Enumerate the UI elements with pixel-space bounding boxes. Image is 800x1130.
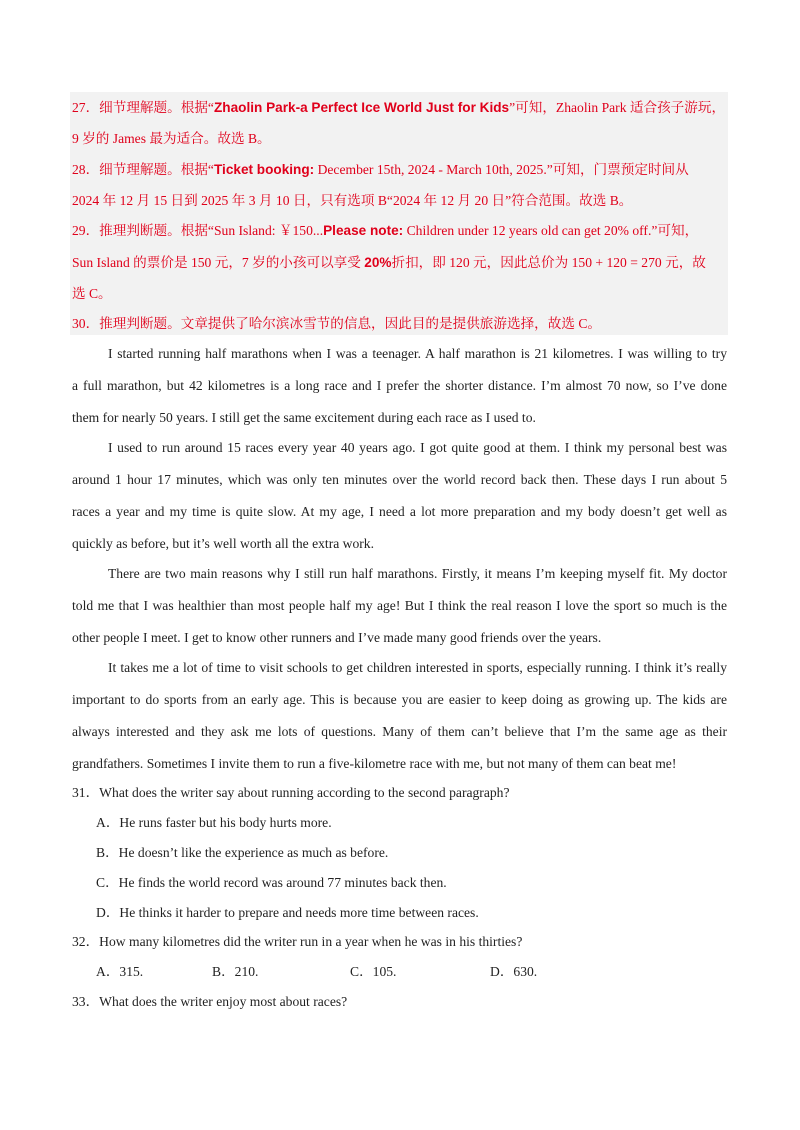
answer-explanations bbox=[70, 92, 728, 335]
passage-p4-line-2: important to do sports from an early age. This is because you are easier to keep doing as growing up. The kids are bbox=[72, 692, 727, 707]
question-31-option-d[interactable]: D．He thinks it harder to prepare and needs more time between races. bbox=[96, 905, 479, 920]
question-33-stem: 33．What does the writer enjoy most about races? bbox=[72, 994, 348, 1009]
passage-p1-line-3: them for nearly 50 years. I still get the same excitement during each race as I used to. bbox=[72, 410, 536, 425]
answer-30-line-1: 30．推理判断题。文章提供了哈尔滨冰雪节的信息，因此目的是提供旅游选择，故选 C。 bbox=[72, 316, 602, 331]
passage-p3-line-3: other people I meet. I get to know other runners and I’ve made many good friends over the years. bbox=[72, 630, 602, 645]
answer-28-line-1: 28．细节理解题。根据“Ticket booking: December 15th, 2024 - March 10th, 2025.”可知，门票预定时间从 bbox=[72, 162, 689, 177]
question-32-option-c[interactable]: C．105. bbox=[350, 964, 397, 979]
answer-28-line-2: 2024 年 12 月 15 日到 2025 年 3 月 10 日，只有选项 B“2024 年 12 月 20 日”符合范围。故选 B。 bbox=[72, 193, 633, 208]
passage-p4-line-3: always interested and they ask me lots of questions. Many of them can’t believe that I’m the same age as their bbox=[72, 724, 727, 739]
answer-27-line-1: 27．细节理解题。根据“Zhaolin Park-a Perfect Ice World Just for Kids”可知，Zhaolin Park 适合孩子游玩， bbox=[72, 100, 726, 115]
passage-p1-line-1: I started running half marathons when I was a teenager. A half marathon is 21 kilometres. I was willing to try bbox=[108, 346, 727, 361]
passage-p2-line-2: around 1 hour 17 minutes, which was only ten minutes over the world record back then. These days I run about 5 bbox=[72, 472, 727, 487]
answer-27-line-2: 9 岁的 James 最为适合。故选 B。 bbox=[72, 131, 271, 146]
passage-p4-line-4: grandfathers. Sometimes I invite them to run a five-kilometre race with me, but not many of them can beat me! bbox=[72, 756, 677, 771]
answer-29-line-3: 选 C。 bbox=[72, 286, 112, 301]
question-32-option-d[interactable]: D．630. bbox=[490, 964, 538, 979]
passage-p3-line-1: There are two main reasons why I still run half marathons. Firstly, it means I’m keeping myself fit. My doctor bbox=[108, 566, 727, 581]
question-31-option-a[interactable]: A．He runs faster but his body hurts more. bbox=[96, 815, 332, 830]
question-32-option-b[interactable]: B．210. bbox=[212, 964, 259, 979]
passage-p2-line-4: quickly as before, but it’s well worth all the extra work. bbox=[72, 536, 375, 551]
passage-p4-line-1: It takes me a lot of time to visit schools to get children interested in sports, especially running. I think it’s really bbox=[108, 660, 727, 675]
answer-29-line-1: 29．推理判断题。根据“Sun Island: ￥150...Please note: Children under 12 years old can get 20% off.”可知， bbox=[72, 223, 699, 238]
passage-p2-line-1: I used to run around 15 races every year 40 years ago. I got quite good at them. I think my personal best was bbox=[108, 440, 727, 455]
question-32-option-a[interactable]: A．315. bbox=[96, 964, 144, 979]
answer-29-line-2: Sun Island 的票价是 150 元，7 岁的小孩可以享受 20%折扣，即 120 元，因此总价为 150 + 120 = 270 元，故 bbox=[72, 255, 706, 270]
question-32-stem: 32．How many kilometres did the writer run in a year when he was in his thirties? bbox=[72, 934, 523, 949]
passage-p1-line-2: a full marathon, but 42 kilometres is a long race and I prefer the shorter distance. I’m almost 70 now, so I’ve done bbox=[72, 378, 727, 393]
passage-p3-line-2: told me that I was healthier than most people half my age! But I think the real reason I love the sport so much is the bbox=[72, 598, 727, 613]
passage-p2-line-3: races a year and my time is quite slow. At my age, I need a lot more preparation and my body doesn’t get well as bbox=[72, 504, 727, 519]
question-31-stem: 31．What does the writer say about running according to the second paragraph? bbox=[72, 785, 510, 800]
question-31-option-c[interactable]: C．He finds the world record was around 77 minutes back then. bbox=[96, 875, 447, 890]
question-31-option-b[interactable]: B．He doesn’t like the experience as much as before. bbox=[96, 845, 389, 860]
